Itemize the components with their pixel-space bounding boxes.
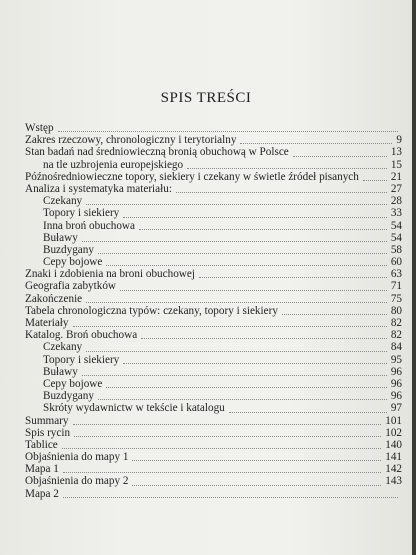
toc-entry-page-number: 21 (390, 170, 402, 183)
toc-entry-page-number: 63 (390, 268, 402, 281)
toc-entry-label: Geografia zabytków (25, 280, 117, 293)
toc-entry-page-number: 80 (390, 304, 402, 317)
toc-entry-page-number: 102 (385, 426, 402, 439)
toc-entry-page-number: 101 (385, 414, 402, 427)
toc-leader-dots (63, 485, 398, 498)
toc-entry-label: Objaśnienia do mapy 2 (25, 475, 129, 488)
toc-entry-label: Cepy bojowe (43, 256, 103, 269)
toc-entry-label: Skróty wydawnictw w tekście i katalogu (43, 402, 225, 415)
toc-entry-label: Buzdygany (43, 243, 94, 256)
toc-entry (25, 488, 402, 500)
toc-entry-page-number: 54 (390, 219, 402, 232)
toc-entry-page-number: 28 (390, 195, 402, 208)
toc-entry-label: Katalog. Broń obuchowa (25, 329, 138, 342)
toc-entry-page-number: 82 (390, 329, 402, 342)
toc-entry-label: Buławy (43, 365, 78, 378)
toc-entry-page-number: 97 (390, 402, 402, 415)
toc-entry-label: Mapa 2 (25, 487, 59, 500)
toc-entry-page-number: 95 (390, 353, 402, 366)
toc-entry-label: Czekany (43, 341, 83, 354)
toc-entry-page-number: 141 (385, 451, 402, 464)
toc-entry-label: Znaki i zdobienia na broni obuchowej (25, 268, 195, 281)
toc-entry-label: Tabela chronologiczna typów: czekany, topory i siekiery (25, 304, 278, 317)
toc-entry-label: Czekany (43, 195, 83, 208)
toc-entry-label: Summary (25, 414, 69, 427)
toc-entry-label: Cepy bojowe (43, 377, 103, 390)
page-title: SPIS TREŚCI (160, 90, 252, 106)
toc-entry-page-number: 33 (390, 207, 402, 220)
toc-entry-page-number: 142 (385, 463, 402, 476)
toc-entry-label: Buzdygany (43, 390, 94, 403)
toc-entry-label: Objaśnienia do mapy 1 (25, 451, 129, 464)
toc-entry-page-number: 54 (390, 231, 402, 244)
toc-entry-label: Buławy (43, 231, 78, 244)
toc-entry-label: Topory i siekiery (43, 353, 120, 366)
toc-entry-page-number: 84 (390, 341, 402, 354)
toc-entry-label: Stan badań nad średniowieczną bronią obuchową w Polsce (25, 146, 289, 159)
toc-entry-page-number: 96 (390, 390, 402, 403)
table-of-contents (25, 122, 402, 500)
toc-entry-page-number: 71 (390, 280, 402, 293)
toc-entry (25, 159, 402, 171)
toc-entry-page-number: 13 (390, 146, 402, 159)
toc-entry-label: na tle uzbrojenia europejskiego (43, 158, 184, 171)
toc-entry-page-number: 58 (390, 243, 402, 256)
page-edge-shadow (412, 0, 416, 555)
toc-entry-label: Tablice (25, 438, 58, 451)
toc-entry-page-number: 143 (385, 475, 402, 488)
toc-entry-page-number: 60 (390, 256, 402, 269)
toc-entry-page-number: 9 (396, 134, 402, 147)
toc-entry-label: Mapa 1 (25, 463, 59, 476)
toc-entry-page-number: 82 (390, 317, 402, 329)
toc-entry-label: Zakres rzeczowy, chronologiczny i terytorialny (25, 134, 237, 147)
toc-entry-label: Materiały (25, 317, 69, 329)
toc-entry-label: Późnośredniowieczne topory, siekiery i czekany w świetle źródeł pisanych (25, 170, 359, 183)
toc-leader-dots (187, 156, 387, 169)
toc-entry-label: Analiza i systematyka materiału: (25, 182, 172, 195)
toc-entry-page-number: 96 (390, 377, 402, 390)
toc-entry-label: Topory i siekiery (43, 207, 120, 220)
toc-entry-label: Zakończenie (25, 292, 83, 305)
toc-entry-page-number: 15 (390, 158, 402, 171)
toc-entry-label: Wstęp (25, 122, 54, 134)
toc-entry-page-number: 75 (390, 292, 402, 305)
toc-entry-label: Inna broń obuchowa (43, 219, 135, 232)
toc-entry-page-number: 140 (385, 438, 402, 451)
toc-entry-label: Spis rycin (25, 426, 71, 439)
toc-entry-page-number: 27 (390, 182, 402, 195)
toc-entry-page-number: 96 (390, 365, 402, 378)
